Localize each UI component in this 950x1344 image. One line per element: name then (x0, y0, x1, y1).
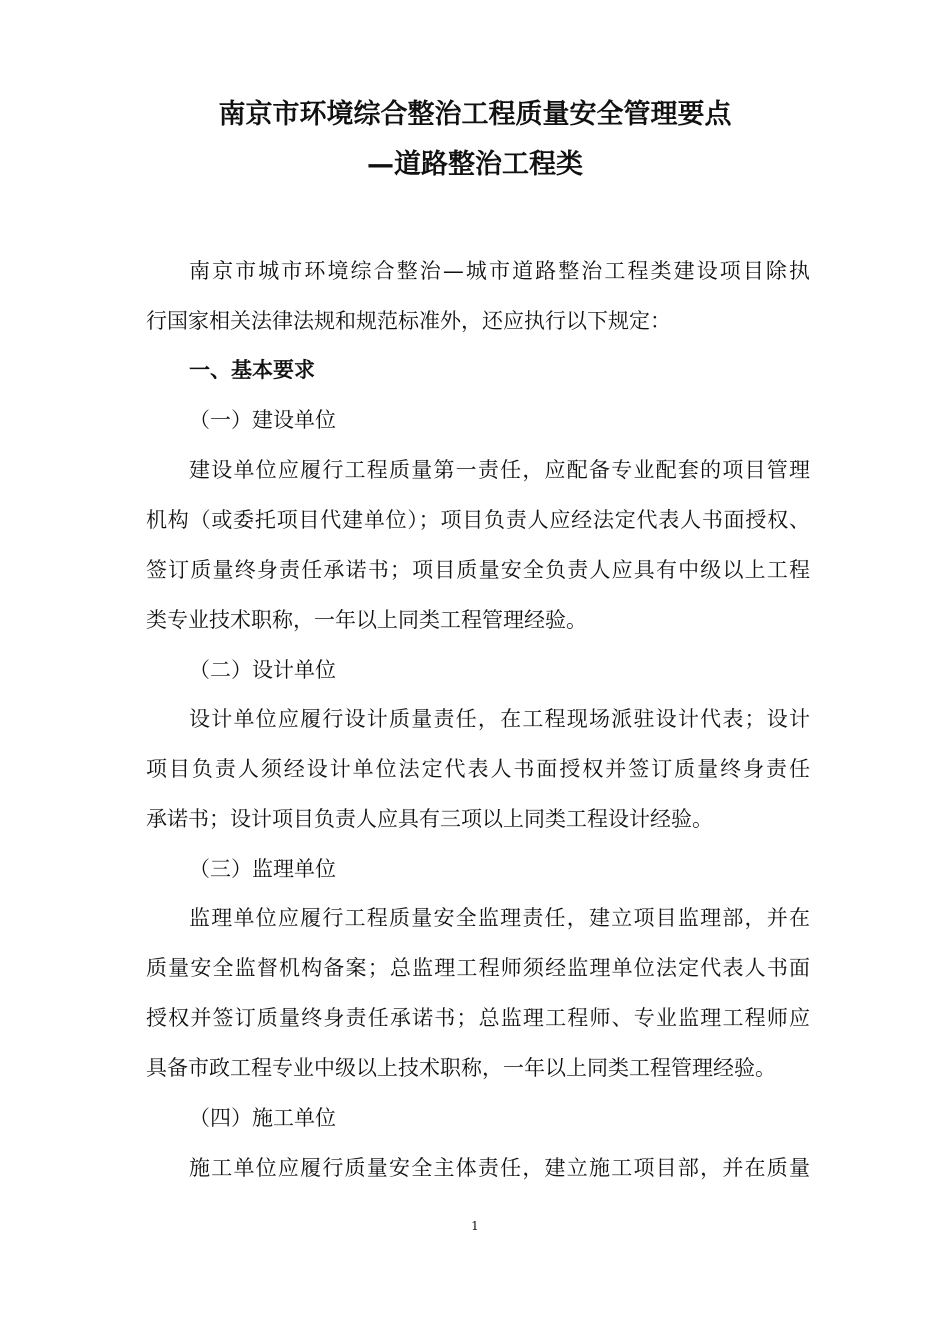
subsection-heading-construction-unit: （一）建设单位 (189, 408, 336, 432)
subsection-heading-contractor-unit: （四）施工单位 (189, 1106, 336, 1130)
paragraph-line: 机构（或委托项目代建单位）；项目负责人应经法定代表人书面授权、 (146, 508, 810, 532)
document-subtitle: —道路整治工程类 (367, 149, 583, 180)
intro-line-2: 行国家相关法律法规和规范标准外，还应执行以下规定： (146, 309, 671, 333)
intro-line-1: 南京市城市环境综合整治—城市道路整治工程类建设项目除执 (189, 259, 810, 283)
paragraph-line: 质量安全监督机构备案；总监理工程师须经监理单位法定代表人书面 (146, 956, 810, 980)
document-title: 南京市环境综合整治工程质量安全管理要点 (218, 99, 732, 130)
paragraph-line: 项目负责人须经设计单位法定代表人书面授权并签订质量终身责任 (146, 757, 810, 781)
paragraph-line: 承诺书；设计项目负责人应具有三项以上同类工程设计经验。 (146, 807, 713, 831)
paragraph-line: 设计单位应履行设计质量责任，在工程现场派驻设计代表；设计 (189, 707, 810, 731)
section-heading-basic-requirements: 一、基本要求 (189, 358, 315, 382)
paragraph-line: 施工单位应履行质量安全主体责任，建立施工项目部，并在质量 (189, 1156, 810, 1180)
paragraph-line: 授权并签订质量终身责任承诺书；总监理工程师、专业监理工程师应 (146, 1006, 810, 1030)
page-number: 1 (471, 1219, 479, 1233)
paragraph-line: 签订质量终身责任承诺书；项目质量安全负责人应具有中级以上工程 (146, 558, 810, 582)
paragraph-line: 建设单位应履行工程质量第一责任，应配备专业配套的项目管理 (189, 458, 810, 482)
paragraph-line: 具备市政工程专业中级以上技术职称，一年以上同类工程管理经验。 (146, 1056, 776, 1080)
subsection-heading-design-unit: （二）设计单位 (189, 658, 336, 682)
subsection-heading-supervision-unit: （三）监理单位 (189, 857, 336, 881)
paragraph-line: 类专业技术职称，一年以上同类工程管理经验。 (146, 608, 587, 632)
paragraph-line: 监理单位应履行工程质量安全监理责任，建立项目监理部，并在 (189, 906, 810, 930)
